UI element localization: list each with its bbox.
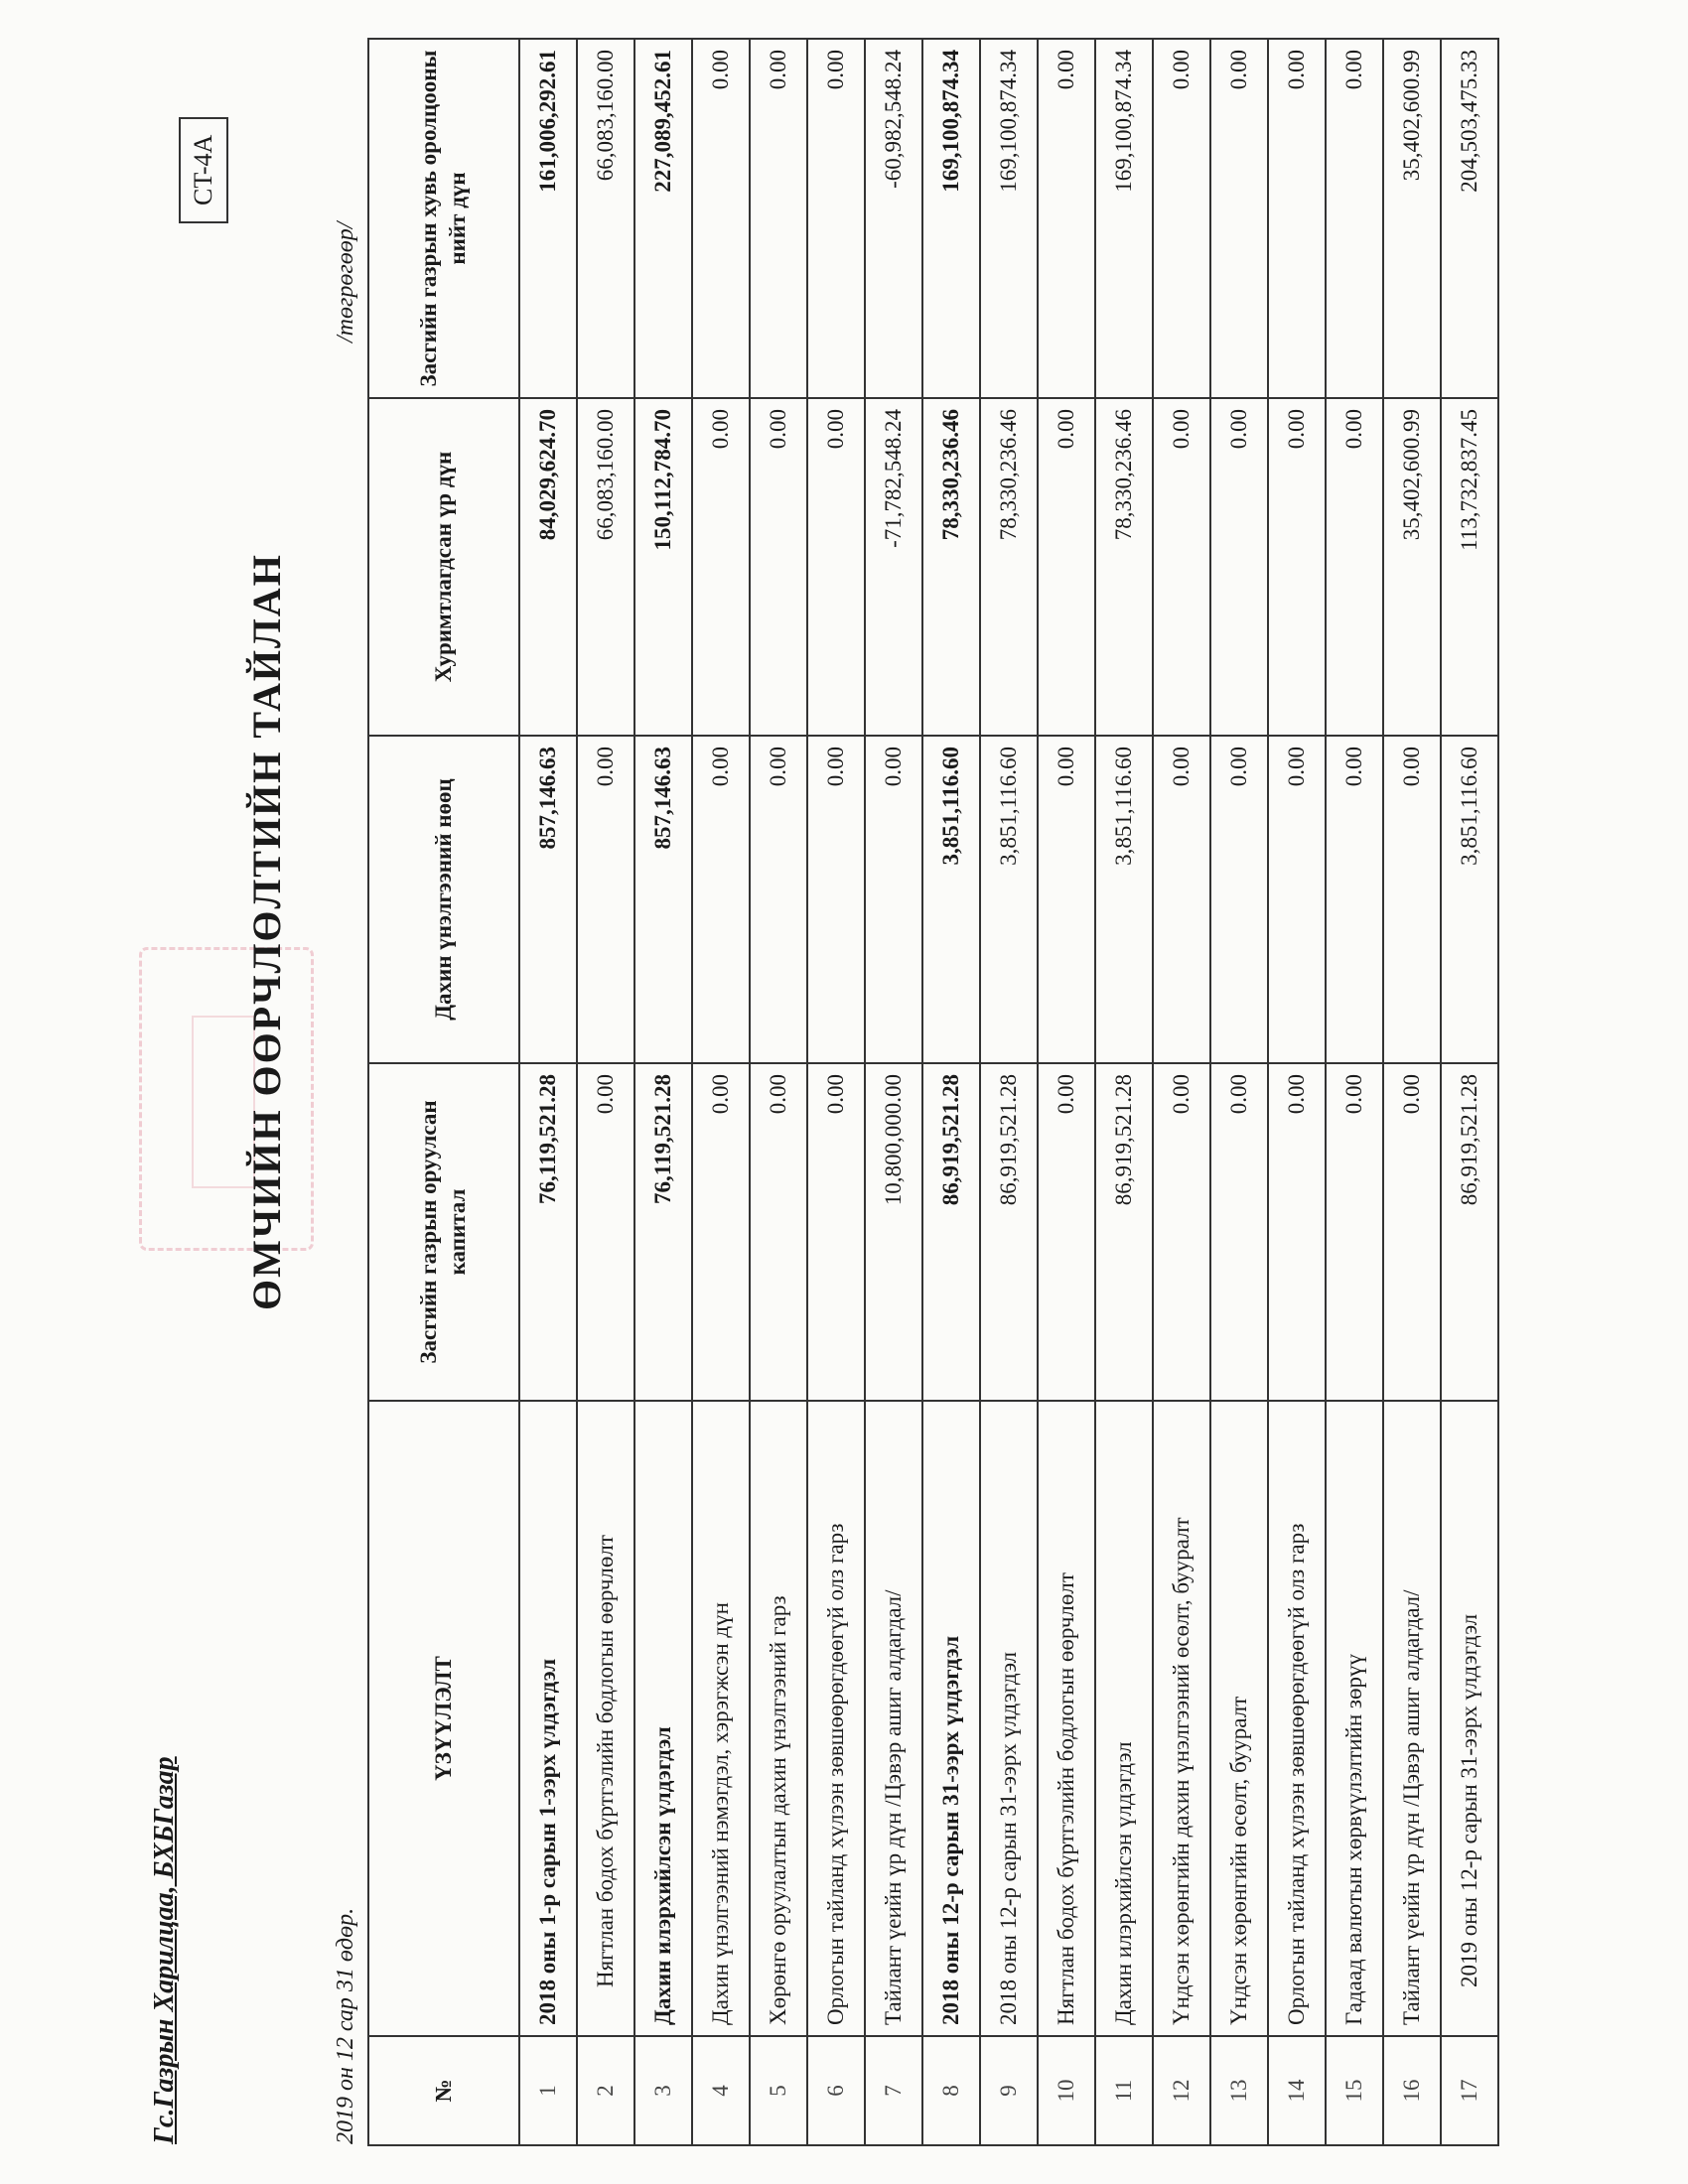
row-total: 161,006,292.61 (519, 39, 577, 398)
table-row (519, 39, 577, 2145)
row-revaluation: 0.00 (807, 736, 865, 1063)
row-revaluation: 0.00 (692, 736, 750, 1063)
row-total: 0.00 (692, 39, 750, 398)
row-number: 13 (1210, 2036, 1268, 2145)
row-label: Дахин илэрхийлсэн үлдэгдэл (634, 1401, 692, 2036)
col-header-accumulated: Хуримтлагдсан үр дүн (368, 398, 519, 736)
row-number: 12 (1153, 2036, 1210, 2145)
row-total: 169,100,874.34 (980, 39, 1038, 398)
row-total: 66,083,160.00 (577, 39, 634, 398)
row-accumulated: 0.00 (750, 398, 807, 736)
col-header-revaluation: Дахин үнэлгээний нөөц (368, 736, 519, 1063)
row-label: 2019 оны 12-р сарын 31-ээрх үлдэгдэл (1441, 1401, 1498, 2036)
row-accumulated: 0.00 (1210, 398, 1268, 736)
table-row (634, 39, 692, 2145)
col-header-indicator: ҮЗҮҮЛЭЛТ (368, 1401, 519, 2036)
row-accumulated: 0.00 (807, 398, 865, 736)
row-revaluation: 3,851,116.60 (1095, 736, 1153, 1063)
row-revaluation: 0.00 (1153, 736, 1210, 1063)
row-capital: 86,919,521.28 (1441, 1063, 1498, 1401)
table-row (1441, 39, 1498, 2145)
form-code-box: CT-4A (179, 117, 228, 223)
row-revaluation: 0.00 (865, 736, 922, 1063)
row-revaluation: 3,851,116.60 (922, 736, 980, 1063)
table-row (865, 39, 922, 2145)
row-capital: 0.00 (1268, 1063, 1326, 1401)
row-accumulated: 150,112,784.70 (634, 398, 692, 736)
row-total: 0.00 (807, 39, 865, 398)
row-label: Дахин үнэлгээний нэмэгдэл, хэрэгжсэн дүн (692, 1401, 750, 2036)
row-label: Үндсэн хөрөнгийн өсөлт, бууралт (1210, 1401, 1268, 2036)
col-header-number: № (368, 2036, 519, 2145)
row-capital: 86,919,521.28 (980, 1063, 1038, 1401)
row-total: 169,100,874.34 (922, 39, 980, 398)
row-label: Тайлант үеийн үр дүн /Цэвэр ашиг алдагдал/ (1383, 1401, 1441, 2036)
row-label: 2018 оны 12-р сарын 31-ээрх үлдэгдэл (922, 1401, 980, 2036)
row-capital: 0.00 (1153, 1063, 1210, 1401)
row-label: 2018 оны 12-р сарын 31-ээрх үлдэгдэл (980, 1401, 1038, 2036)
row-total: 0.00 (1038, 39, 1095, 398)
row-accumulated: 0.00 (1268, 398, 1326, 736)
table-row (922, 39, 980, 2145)
table-row (1268, 39, 1326, 2145)
row-label: Орлогын тайланд хүлээн зөвшөөрөгдөөгүй олз гарз (1268, 1401, 1326, 2036)
row-accumulated: 0.00 (1153, 398, 1210, 736)
table-row (692, 39, 750, 2145)
row-label: Тайлант үеийн үр дүн /Цэвэр ашиг алдагдал/ (865, 1401, 922, 2036)
row-accumulated: 113,732,837.45 (1441, 398, 1498, 736)
row-revaluation: 0.00 (1383, 736, 1441, 1063)
row-label: Үндсэн хөрөнгийн дахин үнэлгээний өсөлт, бууралт (1153, 1401, 1210, 2036)
table-row (750, 39, 807, 2145)
row-number: 7 (865, 2036, 922, 2145)
table-row (980, 39, 1038, 2145)
table-row (1095, 39, 1153, 2145)
row-capital: 0.00 (807, 1063, 865, 1401)
row-capital: 0.00 (1210, 1063, 1268, 1401)
row-revaluation: 0.00 (1038, 736, 1095, 1063)
row-number: 1 (519, 2036, 577, 2145)
row-total: 169,100,874.34 (1095, 39, 1153, 398)
table-body (519, 39, 1498, 2145)
row-accumulated: 0.00 (1326, 398, 1383, 736)
row-revaluation: 0.00 (577, 736, 634, 1063)
row-number: 15 (1326, 2036, 1383, 2145)
row-accumulated: 35,402,600.99 (1383, 398, 1441, 736)
row-accumulated: -71,782,548.24 (865, 398, 922, 736)
row-number: 11 (1095, 2036, 1153, 2145)
row-capital: 0.00 (1383, 1063, 1441, 1401)
row-label: Нягтлан бодох бүртгэлийн бодлогын өөрчлөлт (1038, 1401, 1095, 2036)
row-accumulated: 78,330,236.46 (1095, 398, 1153, 736)
row-number: 2 (577, 2036, 634, 2145)
row-capital: 0.00 (750, 1063, 807, 1401)
table-row (1038, 39, 1095, 2145)
row-revaluation: 857,146.63 (519, 736, 577, 1063)
table-row (807, 39, 865, 2145)
row-number: 4 (692, 2036, 750, 2145)
row-number: 3 (634, 2036, 692, 2145)
col-header-capital: Засгийн газрын оруулсан капитал (368, 1063, 519, 1401)
row-number: 6 (807, 2036, 865, 2145)
table-row (1326, 39, 1383, 2145)
row-revaluation: 0.00 (1268, 736, 1326, 1063)
row-capital: 76,119,521.28 (519, 1063, 577, 1401)
row-accumulated: 66,083,160.00 (577, 398, 634, 736)
row-total: 204,503,475.33 (1441, 39, 1498, 398)
row-accumulated: 78,330,236.46 (980, 398, 1038, 736)
row-label: Гадаад валютын хөрвүүлэлтийн зөрүү (1326, 1401, 1383, 2036)
table-row (1383, 39, 1441, 2145)
row-total: 0.00 (1326, 39, 1383, 398)
row-revaluation: 857,146.63 (634, 736, 692, 1063)
row-revaluation: 3,851,116.60 (980, 736, 1038, 1063)
row-capital: 76,119,521.28 (634, 1063, 692, 1401)
row-revaluation: 0.00 (750, 736, 807, 1063)
row-accumulated: 0.00 (692, 398, 750, 736)
row-number: 8 (922, 2036, 980, 2145)
row-label: Хөрөнгө оруулалтын дахин үнэлгээний гарз (750, 1401, 807, 2036)
row-number: 10 (1038, 2036, 1095, 2145)
row-label: Орлогын тайланд хүлээн зөвшөөрөгдөөгүй олз гарз (807, 1401, 865, 2036)
row-accumulated: 78,330,236.46 (922, 398, 980, 736)
table-header-row (368, 39, 519, 2145)
table-row (1210, 39, 1268, 2145)
row-capital: 0.00 (577, 1063, 634, 1401)
col-header-total: Засгийн газрын хувь оролцооны нийт дүн (368, 39, 519, 398)
row-accumulated: 84,029,624.70 (519, 398, 577, 736)
row-revaluation: 0.00 (1326, 736, 1383, 1063)
equity-change-table (367, 38, 1499, 2146)
row-accumulated: 0.00 (1038, 398, 1095, 736)
organization-name: Гс.Газрын Харилцаа, БХБГазар (149, 1756, 180, 2144)
row-total: 0.00 (750, 39, 807, 398)
row-capital: 86,919,521.28 (1095, 1063, 1153, 1401)
row-total: 0.00 (1210, 39, 1268, 398)
row-total: 35,402,600.99 (1383, 39, 1441, 398)
currency-unit: /төгрөгөөр/ (333, 221, 358, 342)
row-number: 9 (980, 2036, 1038, 2145)
table-row (1153, 39, 1210, 2145)
report-title: ӨМЧИЙН ӨӨРЧЛӨЛТИЙН ТАЙЛАН (244, 553, 289, 1310)
row-capital: 86,919,521.28 (922, 1063, 980, 1401)
row-capital: 0.00 (692, 1063, 750, 1401)
row-label: 2018 оны 1-р сарын 1-ээрх үлдэгдэл (519, 1401, 577, 2036)
row-number: 17 (1441, 2036, 1498, 2145)
row-total: 0.00 (1153, 39, 1210, 398)
row-capital: 0.00 (1038, 1063, 1095, 1401)
row-revaluation: 3,851,116.60 (1441, 736, 1498, 1063)
row-number: 5 (750, 2036, 807, 2145)
row-number: 16 (1383, 2036, 1441, 2145)
row-total: -60,982,548.24 (865, 39, 922, 398)
row-capital: 10,800,000.00 (865, 1063, 922, 1401)
report-date: 2019 он 12 сар 31 өдөр. (333, 1907, 358, 2144)
row-revaluation: 0.00 (1210, 736, 1268, 1063)
table-row (577, 39, 634, 2145)
row-total: 227,089,452.61 (634, 39, 692, 398)
row-label: Дахин илэрхийлсэн үлдэгдэл (1095, 1401, 1153, 2036)
row-capital: 0.00 (1326, 1063, 1383, 1401)
row-total: 0.00 (1268, 39, 1326, 398)
row-label: Нягтлан бодох бүртгэлийн бодлогын өөрчлөлт (577, 1401, 634, 2036)
row-number: 14 (1268, 2036, 1326, 2145)
